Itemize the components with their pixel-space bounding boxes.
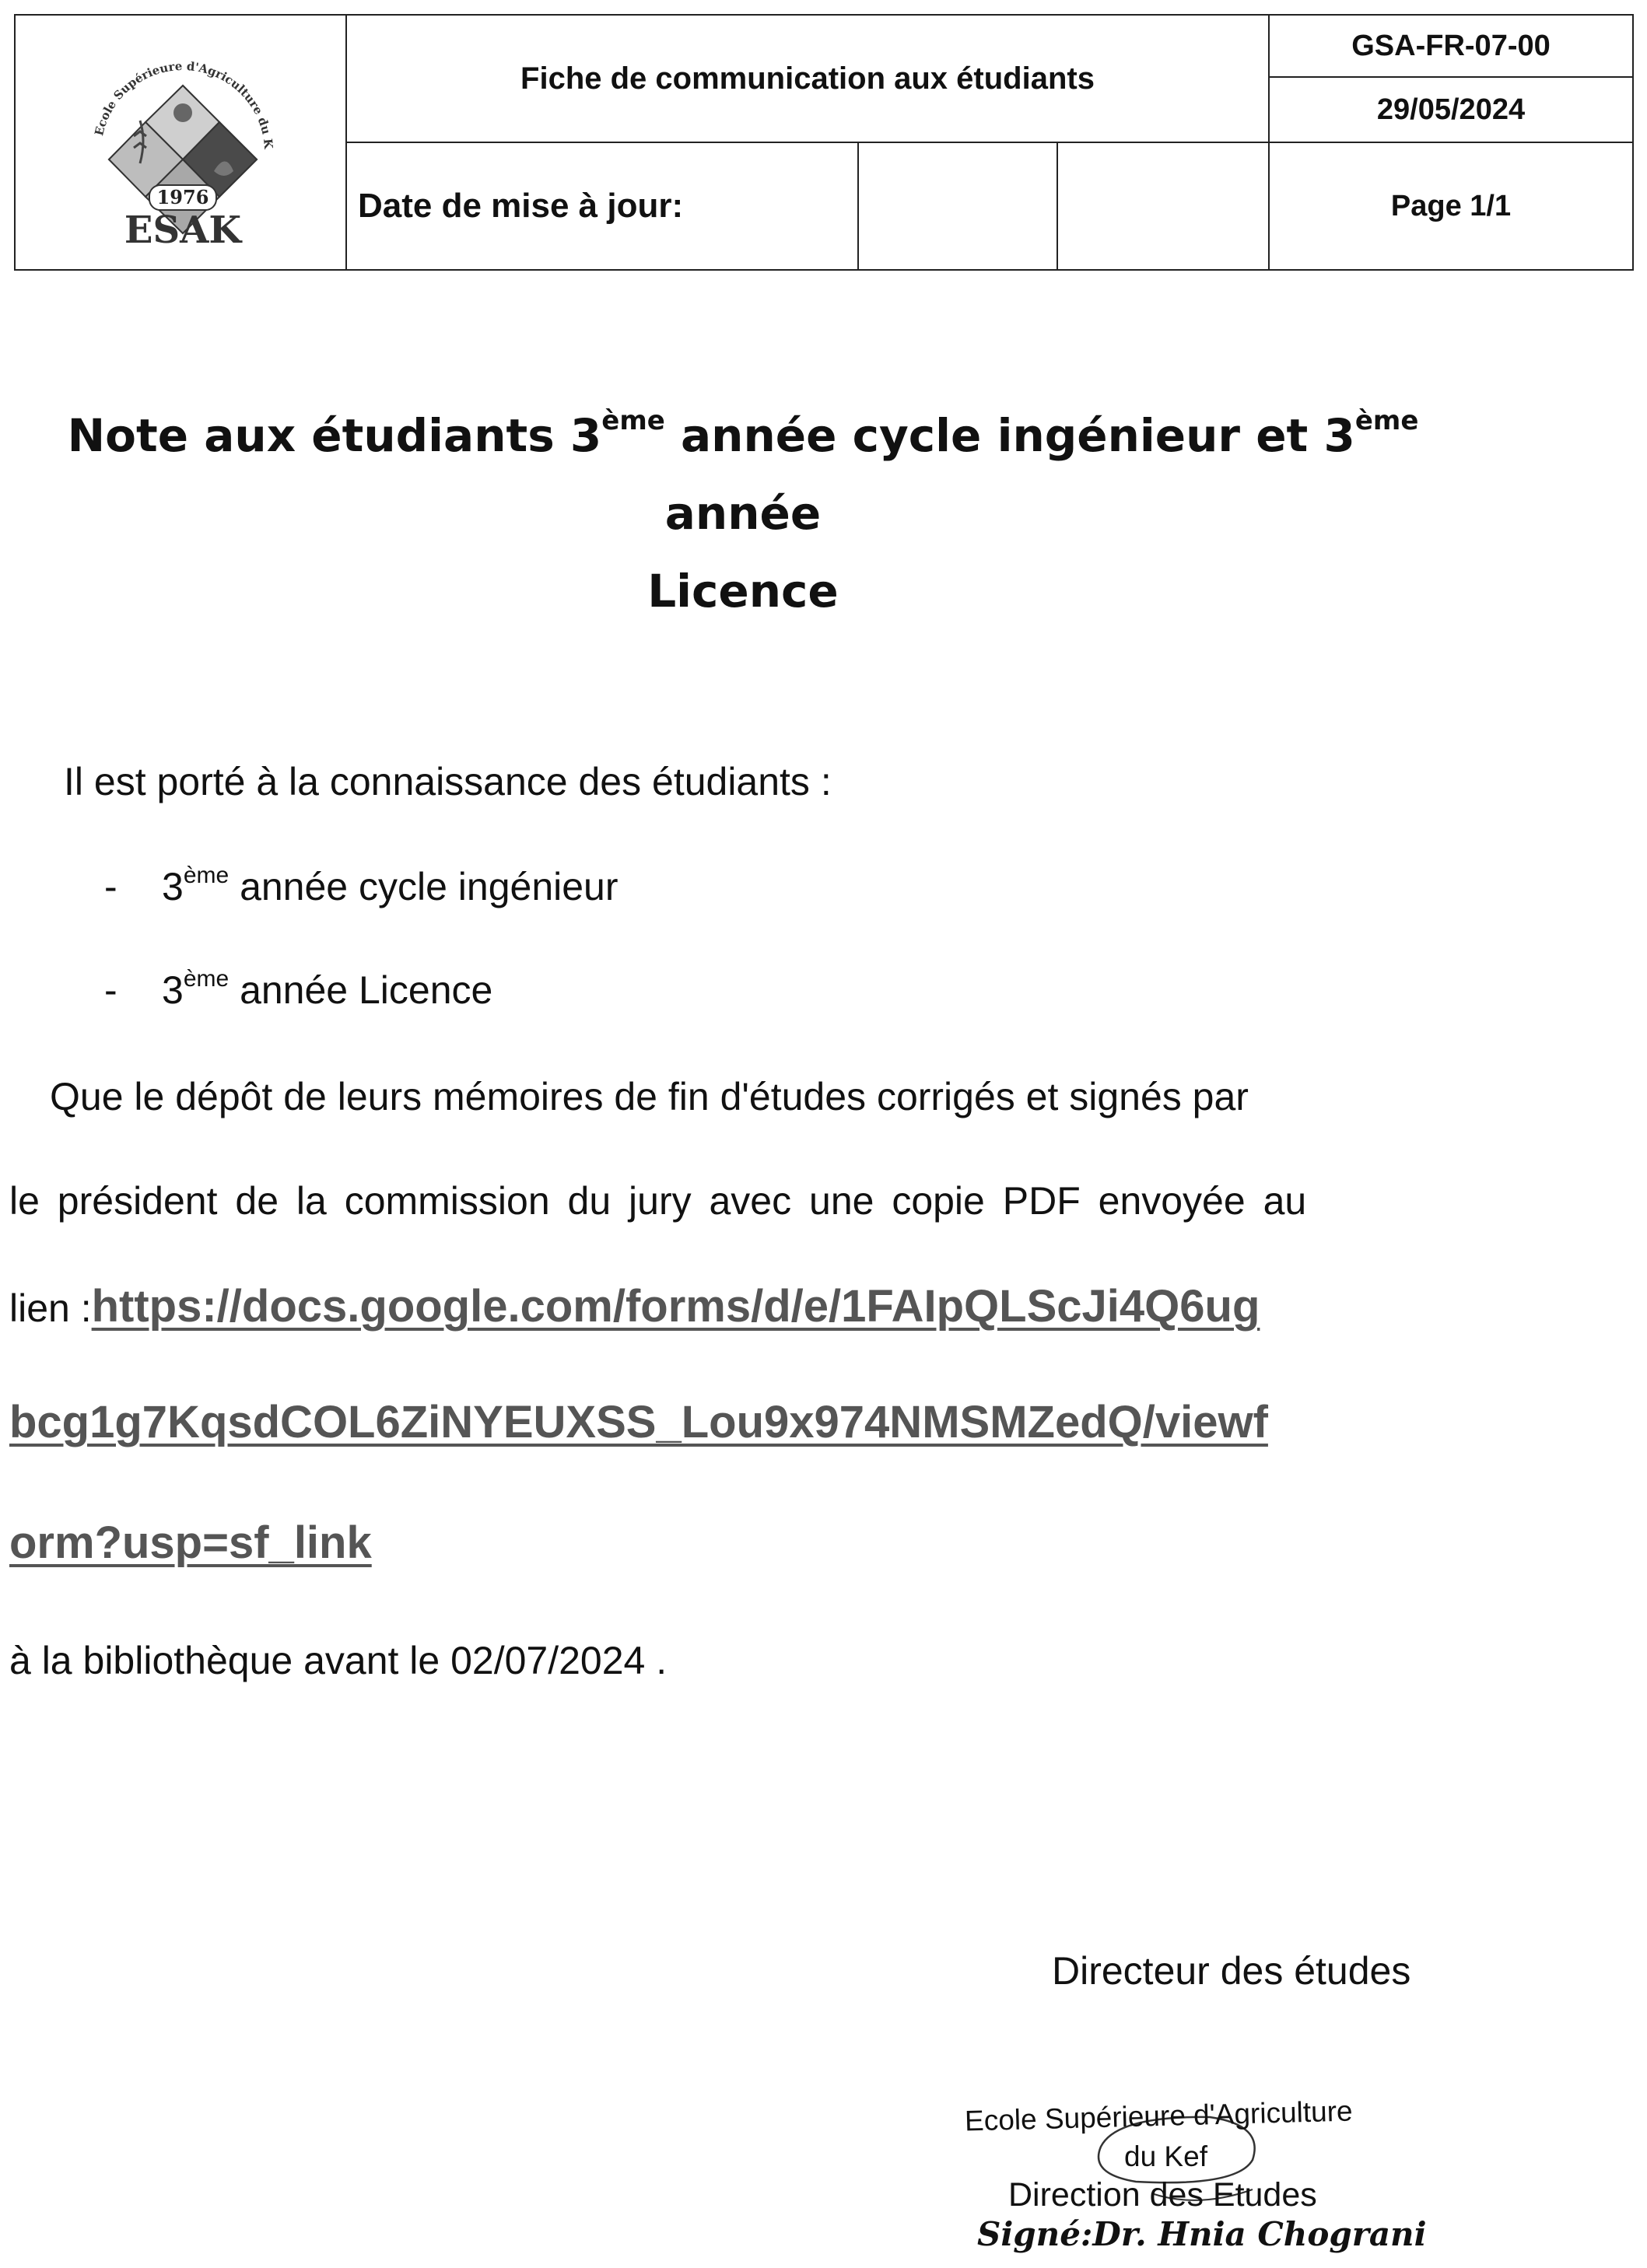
signature-line: Signé:Dr. Hnia Chograni [977, 2215, 1427, 2253]
paragraph-line: Que le dépôt de leurs mémoires de fin d'études corrigés et signés par [50, 1075, 1249, 1118]
form-link[interactable]: https://docs.google.com/forms/d/e/1FAIpQLScJi4Q6ug [91, 1281, 1260, 1332]
esak-logo [70, 47, 296, 249]
logo-year: 1976 [156, 186, 209, 208]
intro-text: Il est porté à la connaissance des étudiants : [64, 760, 832, 803]
paragraph-line: le président de la commission du jury avec une copie PDF envoyée au [9, 1179, 1307, 1223]
form-link-continued[interactable]: orm?usp=sf_link [9, 1517, 372, 1568]
svg-text:Ecole Supérieure d'Agriculture: Ecole Supérieure d'Agriculture du K [92, 58, 276, 149]
form-date: 29/05/2024 [1376, 93, 1526, 126]
logo-cell [15, 15, 346, 270]
note-title: Note aux étudiants 3ème année cycle ingénieur et 3ème année Licence [0, 397, 1486, 630]
update-date-cell-2 [1057, 142, 1269, 270]
list-item: - 3ème année Licence [104, 966, 493, 1012]
stamp-line: du Kef [1124, 2140, 1207, 2172]
form-title: Fiche de communication aux étudiants [346, 15, 1269, 142]
form-code: GSA-FR-07-00 [1270, 16, 1632, 78]
signatory-role: Directeur des études [1052, 1949, 1411, 1993]
official-stamp [957, 2092, 1427, 2268]
note-title-line2: Licence [647, 565, 839, 618]
list-item: - 3ème année cycle ingénieur [104, 863, 619, 908]
document-header [14, 14, 1634, 271]
stamp-line: Ecole Supérieure d'Agriculture [964, 2095, 1354, 2137]
stamp-line: Direction des Etudes [1008, 2176, 1317, 2214]
form-link-continued[interactable]: bcg1g7KqsdCOL6ZiNYEUXSS_Lou9x974NMSMZedQ/viewf [9, 1397, 1268, 1447]
paragraph-line: lien :https://docs.google.com/forms/d/e/1FAIpQLScJi4Q6ug [9, 1281, 1260, 1332]
paragraph-line: à la bibliothèque avant le 02/07/2024 . [9, 1639, 668, 1682]
page-number: Page 1/1 [1269, 142, 1633, 270]
update-date-cell-1 [858, 142, 1057, 270]
logo-acronym: ESAK [124, 208, 242, 249]
code-date-cell [1269, 15, 1633, 142]
update-date-label: Date de mise à jour: [346, 142, 858, 270]
